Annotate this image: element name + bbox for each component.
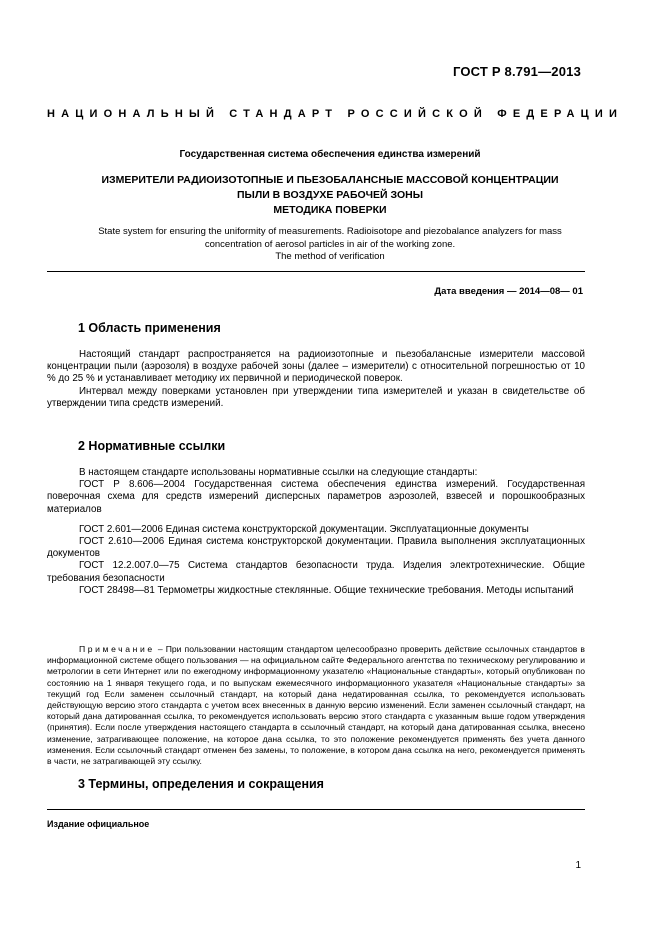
- section-1-heading: 1 Область применения: [78, 321, 221, 335]
- introduction-date: Дата введения — 2014—08— 01: [434, 286, 583, 297]
- english-title: [40, 226, 620, 264]
- national-standard-banner: НАЦИОНАЛЬНЫЙ СТАНДАРТ РОССИЙСКОЙ ФЕДЕРАЦИИ: [47, 108, 624, 120]
- reference-gost-12-2-007: ГОСТ 12.2.007.0—75 Система стандартов безопасности труда. Изделия электротехнические. Общие требования безопасности: [47, 560, 585, 584]
- title-line-1: ИЗМЕРИТЕЛИ РАДИОИЗОТОПНЫЕ И ПЬЕЗОБАЛАНСНЫЕ МАССОВОЙ КОНЦЕНТРАЦИИ: [101, 174, 559, 186]
- english-line-2: concentration of aerosol particles in air of the working zone.: [204, 238, 456, 250]
- page-number: 1: [575, 860, 581, 871]
- document-title: [40, 173, 620, 218]
- section-2-heading: 2 Нормативные ссылки: [78, 439, 226, 453]
- section-1-body: [47, 349, 585, 410]
- title-line-2: ПЫЛИ В ВОЗДУХЕ РАБОЧЕЙ ЗОНЫ: [237, 189, 423, 201]
- system-title: Государственная система обеспечения единства измерений: [179, 149, 481, 160]
- reference-gost-28498: ГОСТ 28498—81 Термометры жидкостные стеклянные. Общие технические требования. Методы испытаний: [79, 584, 574, 596]
- references-note: [47, 644, 585, 767]
- title-line-3: МЕТОДИКА ПОВЕРКИ: [273, 204, 387, 216]
- section-1-paragraph-1: Настоящий стандарт распространяется на радиоизотопные и пьезобалансные измерители массовой концентрации пыли (аэрозоля) в воздухе рабочей зоны (далее – измерители) с относительной погрешностью от 10 % до 25 % и устанавливает методику их первичной и периодической поверок.: [47, 349, 585, 385]
- reference-gost-r-8-606: ГОСТ Р 8.606—2004 Государственная система обеспечения единства измерений. Государственная поверочная схема для средств измерений дисперсных параметров аэрозолей, взвесей и порошкообразных материалов: [47, 479, 585, 515]
- note-label: Примечание: [79, 644, 155, 654]
- official-edition-label: Издание официальное: [47, 819, 150, 829]
- english-line-1: State system for ensuring the uniformity of measurements. Radioisotope and piezobalance analyzers for mass: [98, 226, 562, 237]
- section-1-paragraph-2: Интервал между поверками установлен при утверждении типа измерителей и указан в свидетельстве об утверждении типа средств измерений.: [47, 385, 585, 409]
- document-number: ГОСТ Р 8.791—2013: [452, 64, 581, 79]
- note-paragraph: [47, 644, 585, 767]
- reference-gost-2-601: ГОСТ 2.601—2006 Единая система конструкторской документации. Эксплуатационные документы: [79, 523, 529, 535]
- english-line-3: The method of verification: [275, 251, 385, 262]
- section-2-body: [47, 467, 585, 597]
- reference-gost-2-610: ГОСТ 2.610—2006 Единая система конструкторской документации. Правила выполнения эксплуатационных документов: [47, 536, 585, 560]
- title-divider: [47, 271, 585, 272]
- references-intro: В настоящем стандарте использованы нормативные ссылки на следующие стандарты:: [79, 467, 478, 478]
- footer-divider: [47, 809, 585, 810]
- note-text: – При пользовании настоящим стандартом целесообразно проверить действие ссылочных стандартов в информационной системе общего пользования — на официальном сайте Федерального агентства по техническому регулированию и метрологии в сети Интернет или по ежегодному информационному указателю «Национальные стандарты», который опубликован по состоянию на 1 января текущего года, и по выпускам ежемесячного информационного указателя «Национальные стандарты» за текущий год Если заменен ссылочный стандарт, на который дана недатированная ссылка, то рекомендуется использовать действующую версию этого стандарта с учетом всех внесенных в данную версию изменений. Если заменен ссылочный стандарт, на который дана датированная ссылка, то рекомендуется использовать версию этого стандарта с указанным выше годом утверждения (принятия). Если после утверждения настоящего стандарта в ссылочный стандарт, на который дана датированная ссылка, внесено изменение, затрагивающее положение, на которое дана ссылка, то это положение рекомендуется применять без учета данного изменения. Если ссылочный стандарт отменен без замены, то положение, в котором дана ссылка на него, рекомендуется применять в части, не затрагивающей эту ссылку.: [47, 644, 585, 767]
- section-3-heading: 3 Термины, определения и сокращения: [78, 777, 324, 791]
- reference-spacer: [47, 516, 585, 524]
